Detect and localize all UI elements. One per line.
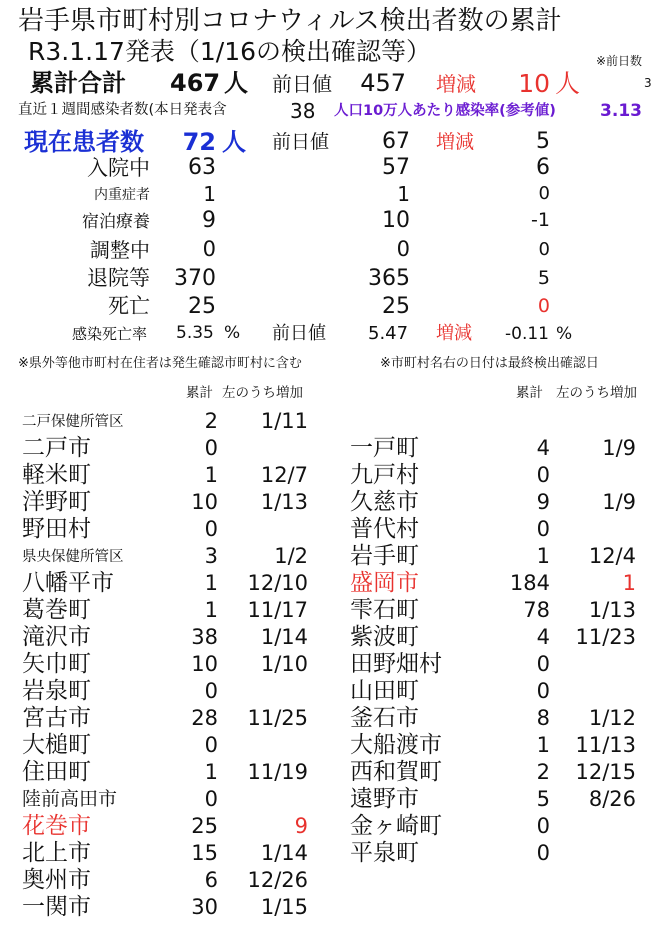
adjusting-label: 調整中 xyxy=(90,238,150,262)
deceased-prev: 25 xyxy=(382,294,410,319)
municipality-name: 宮古市 xyxy=(22,705,91,731)
municipality-name: 山田町 xyxy=(350,678,419,704)
municipality-total: 5 xyxy=(536,787,550,811)
municipality-name: 県央保健所管区 xyxy=(22,549,124,565)
deceased-value: 25 xyxy=(188,294,216,319)
municipality-total: 8 xyxy=(536,706,550,730)
municipality-last-date: 1/9 xyxy=(602,490,636,514)
municipality-total: 0 xyxy=(536,463,550,487)
municipality-last-date: 1/13 xyxy=(588,598,636,622)
adjusting-value: 0 xyxy=(202,237,216,261)
municipality-name: 矢巾町 xyxy=(22,651,91,677)
inpatient-delta: 6 xyxy=(536,155,550,180)
municipality-name: 大船渡市 xyxy=(350,732,442,758)
municipality-total: 1 xyxy=(204,598,218,622)
deceased-label: 死亡 xyxy=(108,294,150,318)
municipality-total: 0 xyxy=(536,517,550,541)
municipality-name: 軽米町 xyxy=(22,462,91,488)
municipality-last-date: 11/17 xyxy=(247,598,308,622)
note-left: ※県外等他市町村在住者は発生確認市町村に含む xyxy=(18,356,302,371)
current-delta-value: 5 xyxy=(536,129,550,154)
fatality-delta-label: 増減 xyxy=(436,323,472,344)
per100k-value: 3.13 xyxy=(600,101,642,121)
municipality-last-date: 11/13 xyxy=(575,733,636,757)
municipality-name: 葛巻町 xyxy=(22,597,91,623)
municipality-total: 1 xyxy=(204,571,218,595)
municipality-name: 金ヶ崎町 xyxy=(350,813,442,839)
municipality-total: 0 xyxy=(204,679,218,703)
page-title: 岩手県市町村別コロナウィルス検出者数の累計 xyxy=(18,6,562,36)
municipality-total: 9 xyxy=(536,490,550,514)
adjusting-prev: 0 xyxy=(396,237,410,261)
municipality-name: 紫波町 xyxy=(350,624,419,650)
municipality-last-date: 1/14 xyxy=(260,625,308,649)
municipality-total: 4 xyxy=(536,625,550,649)
current-prev-label: 前日値 xyxy=(272,131,330,153)
severe-prev: 1 xyxy=(397,182,410,206)
municipality-total: 15 xyxy=(191,841,218,865)
municipality-name: 北上市 xyxy=(22,840,91,866)
municipality-last-date: 12/10 xyxy=(247,571,308,595)
municipality-total: 30 xyxy=(191,895,218,919)
municipality-name: 田野畑村 xyxy=(350,651,442,677)
discharged-delta: 5 xyxy=(537,267,550,289)
municipality-total: 0 xyxy=(204,733,218,757)
total-delta-label: 増減 xyxy=(436,72,476,96)
current-prev-value: 67 xyxy=(382,129,410,154)
municipality-name: 普代村 xyxy=(350,516,419,542)
discharged-prev: 365 xyxy=(368,266,410,291)
header-total-left: 累計 xyxy=(186,385,213,401)
hotel-value: 9 xyxy=(202,208,216,233)
hotel-label: 宿泊療養 xyxy=(82,212,150,232)
total-value: 467 xyxy=(170,69,221,97)
municipality-last-date: 8/26 xyxy=(588,787,636,811)
page-subtitle: R3.1.17発表（1/16の検出確認等） xyxy=(28,37,432,66)
municipality-total: 2 xyxy=(204,409,218,433)
municipality-total: 38 xyxy=(191,625,218,649)
municipality-last-date: 1/11 xyxy=(260,409,308,433)
municipality-name: 岩手町 xyxy=(350,543,419,569)
total-delta-value: 10 xyxy=(518,69,550,98)
current-unit: 人 xyxy=(222,128,246,156)
municipality-last-date: 1 xyxy=(622,571,636,595)
fatality-delta-value: -0.11 xyxy=(505,324,549,344)
municipality-last-date: 12/15 xyxy=(575,760,636,784)
municipality-name: 雫石町 xyxy=(350,597,419,623)
municipality-name: 盛岡市 xyxy=(350,570,419,596)
municipality-last-date: 1/12 xyxy=(588,706,636,730)
total-label: 累計合計 xyxy=(30,69,126,97)
total-prev-label: 前日値 xyxy=(272,72,332,96)
municipality-name: 釜石市 xyxy=(350,705,419,731)
municipality-last-date: 1/15 xyxy=(260,895,308,919)
inpatient-value: 63 xyxy=(188,155,216,180)
current-value: 72 xyxy=(182,128,216,156)
fatality-prev-value: 5.47 xyxy=(368,323,409,344)
municipality-total: 6 xyxy=(204,868,218,892)
municipality-total: 78 xyxy=(523,598,550,622)
municipality-total: 0 xyxy=(536,814,550,838)
municipality-last-date: 9 xyxy=(294,814,308,838)
municipality-name: 一関市 xyxy=(22,894,91,920)
total-unit: 人 xyxy=(224,69,248,97)
municipality-name: 奥州市 xyxy=(22,867,91,893)
header-increase-right: 左のうち増加 xyxy=(556,385,637,401)
municipality-total: 2 xyxy=(536,760,550,784)
municipality-name: 久慈市 xyxy=(350,489,419,515)
municipality-total: 0 xyxy=(204,436,218,460)
municipality-total: 4 xyxy=(536,436,550,460)
hotel-delta: -1 xyxy=(531,209,550,231)
severe-value: 1 xyxy=(203,182,216,206)
municipality-last-date: 1/9 xyxy=(602,436,636,460)
fatality-label: 感染死亡率 xyxy=(72,325,148,343)
municipality-total: 0 xyxy=(536,652,550,676)
municipality-name: 洋野町 xyxy=(22,489,91,515)
municipality-last-date: 11/19 xyxy=(247,760,308,784)
municipality-total: 1 xyxy=(204,760,218,784)
week-value: 38 xyxy=(290,99,316,123)
municipality-total: 3 xyxy=(204,544,218,568)
fatality-prev-label: 前日値 xyxy=(272,323,326,344)
fatality-value: 5.35 xyxy=(176,323,214,343)
municipality-last-date: 1/2 xyxy=(274,544,308,568)
municipality-name: 平泉町 xyxy=(350,840,419,866)
municipality-name: 遠野市 xyxy=(350,786,419,812)
municipality-name: 岩泉町 xyxy=(22,678,91,704)
municipality-name: 大槌町 xyxy=(22,732,91,758)
municipality-total: 28 xyxy=(191,706,218,730)
header-total-right: 累計 xyxy=(516,385,543,401)
adjusting-delta: 0 xyxy=(538,239,550,260)
municipality-name: 滝沢市 xyxy=(22,624,91,650)
municipality-last-date: 1/10 xyxy=(260,652,308,676)
per100k-label: 人口10万人あたり感染率(参考値) xyxy=(334,103,556,119)
municipality-name: 花巻市 xyxy=(22,813,91,839)
inpatient-label: 入院中 xyxy=(87,156,150,180)
municipality-name: 西和賀町 xyxy=(350,759,442,785)
municipality-last-date: 1/14 xyxy=(260,841,308,865)
discharged-label: 退院等 xyxy=(87,266,150,290)
discharged-value: 370 xyxy=(174,266,216,291)
municipality-total: 25 xyxy=(191,814,218,838)
header-increase-left: 左のうち増加 xyxy=(222,385,303,401)
note-right: ※市町村名右の日付は最終検出確認日 xyxy=(380,356,599,371)
current-label: 現在患者数 xyxy=(24,128,144,156)
current-delta-label: 増減 xyxy=(436,131,475,153)
total-delta-unit: 人 xyxy=(555,69,581,98)
municipality-name: 住田町 xyxy=(22,759,91,785)
total-prev-value: 457 xyxy=(360,69,406,97)
fatality-unit: % xyxy=(224,323,241,343)
municipality-total: 1 xyxy=(536,733,550,757)
inpatient-prev: 57 xyxy=(382,155,410,180)
deceased-delta: 0 xyxy=(537,295,550,317)
municipality-name: 二戸保健所管区 xyxy=(22,414,124,430)
municipality-last-date: 1/13 xyxy=(260,490,308,514)
municipality-name: 野田村 xyxy=(22,516,91,542)
municipality-total: 184 xyxy=(509,571,550,595)
prev-days-value: 3 xyxy=(644,76,652,90)
municipality-total: 10 xyxy=(191,652,218,676)
severe-label: 内重症者 xyxy=(94,187,150,203)
prev-days-label: ※前日数 xyxy=(596,54,643,68)
municipality-total: 0 xyxy=(204,517,218,541)
hotel-prev: 10 xyxy=(382,208,410,233)
municipality-total: 0 xyxy=(536,679,550,703)
week-label: 直近１週間感染者数(本日発表含 xyxy=(18,102,227,118)
municipality-name: 八幡平市 xyxy=(22,570,114,596)
municipality-name: 一戸町 xyxy=(350,435,419,461)
municipality-name: 九戸村 xyxy=(350,462,419,488)
municipality-last-date: 11/25 xyxy=(247,706,308,730)
municipality-name: 二戸市 xyxy=(22,435,91,461)
municipality-total: 1 xyxy=(204,463,218,487)
municipality-last-date: 12/26 xyxy=(247,868,308,892)
municipality-last-date: 12/7 xyxy=(260,463,308,487)
municipality-last-date: 11/23 xyxy=(575,625,636,649)
municipality-total: 10 xyxy=(191,490,218,514)
municipality-total: 1 xyxy=(536,544,550,568)
municipality-total: 0 xyxy=(204,787,218,811)
municipality-total: 0 xyxy=(536,841,550,865)
municipality-name: 陸前高田市 xyxy=(22,788,118,810)
severe-delta: 0 xyxy=(538,183,550,204)
municipality-last-date: 12/4 xyxy=(588,544,636,568)
fatality-delta-unit: % xyxy=(556,324,573,344)
